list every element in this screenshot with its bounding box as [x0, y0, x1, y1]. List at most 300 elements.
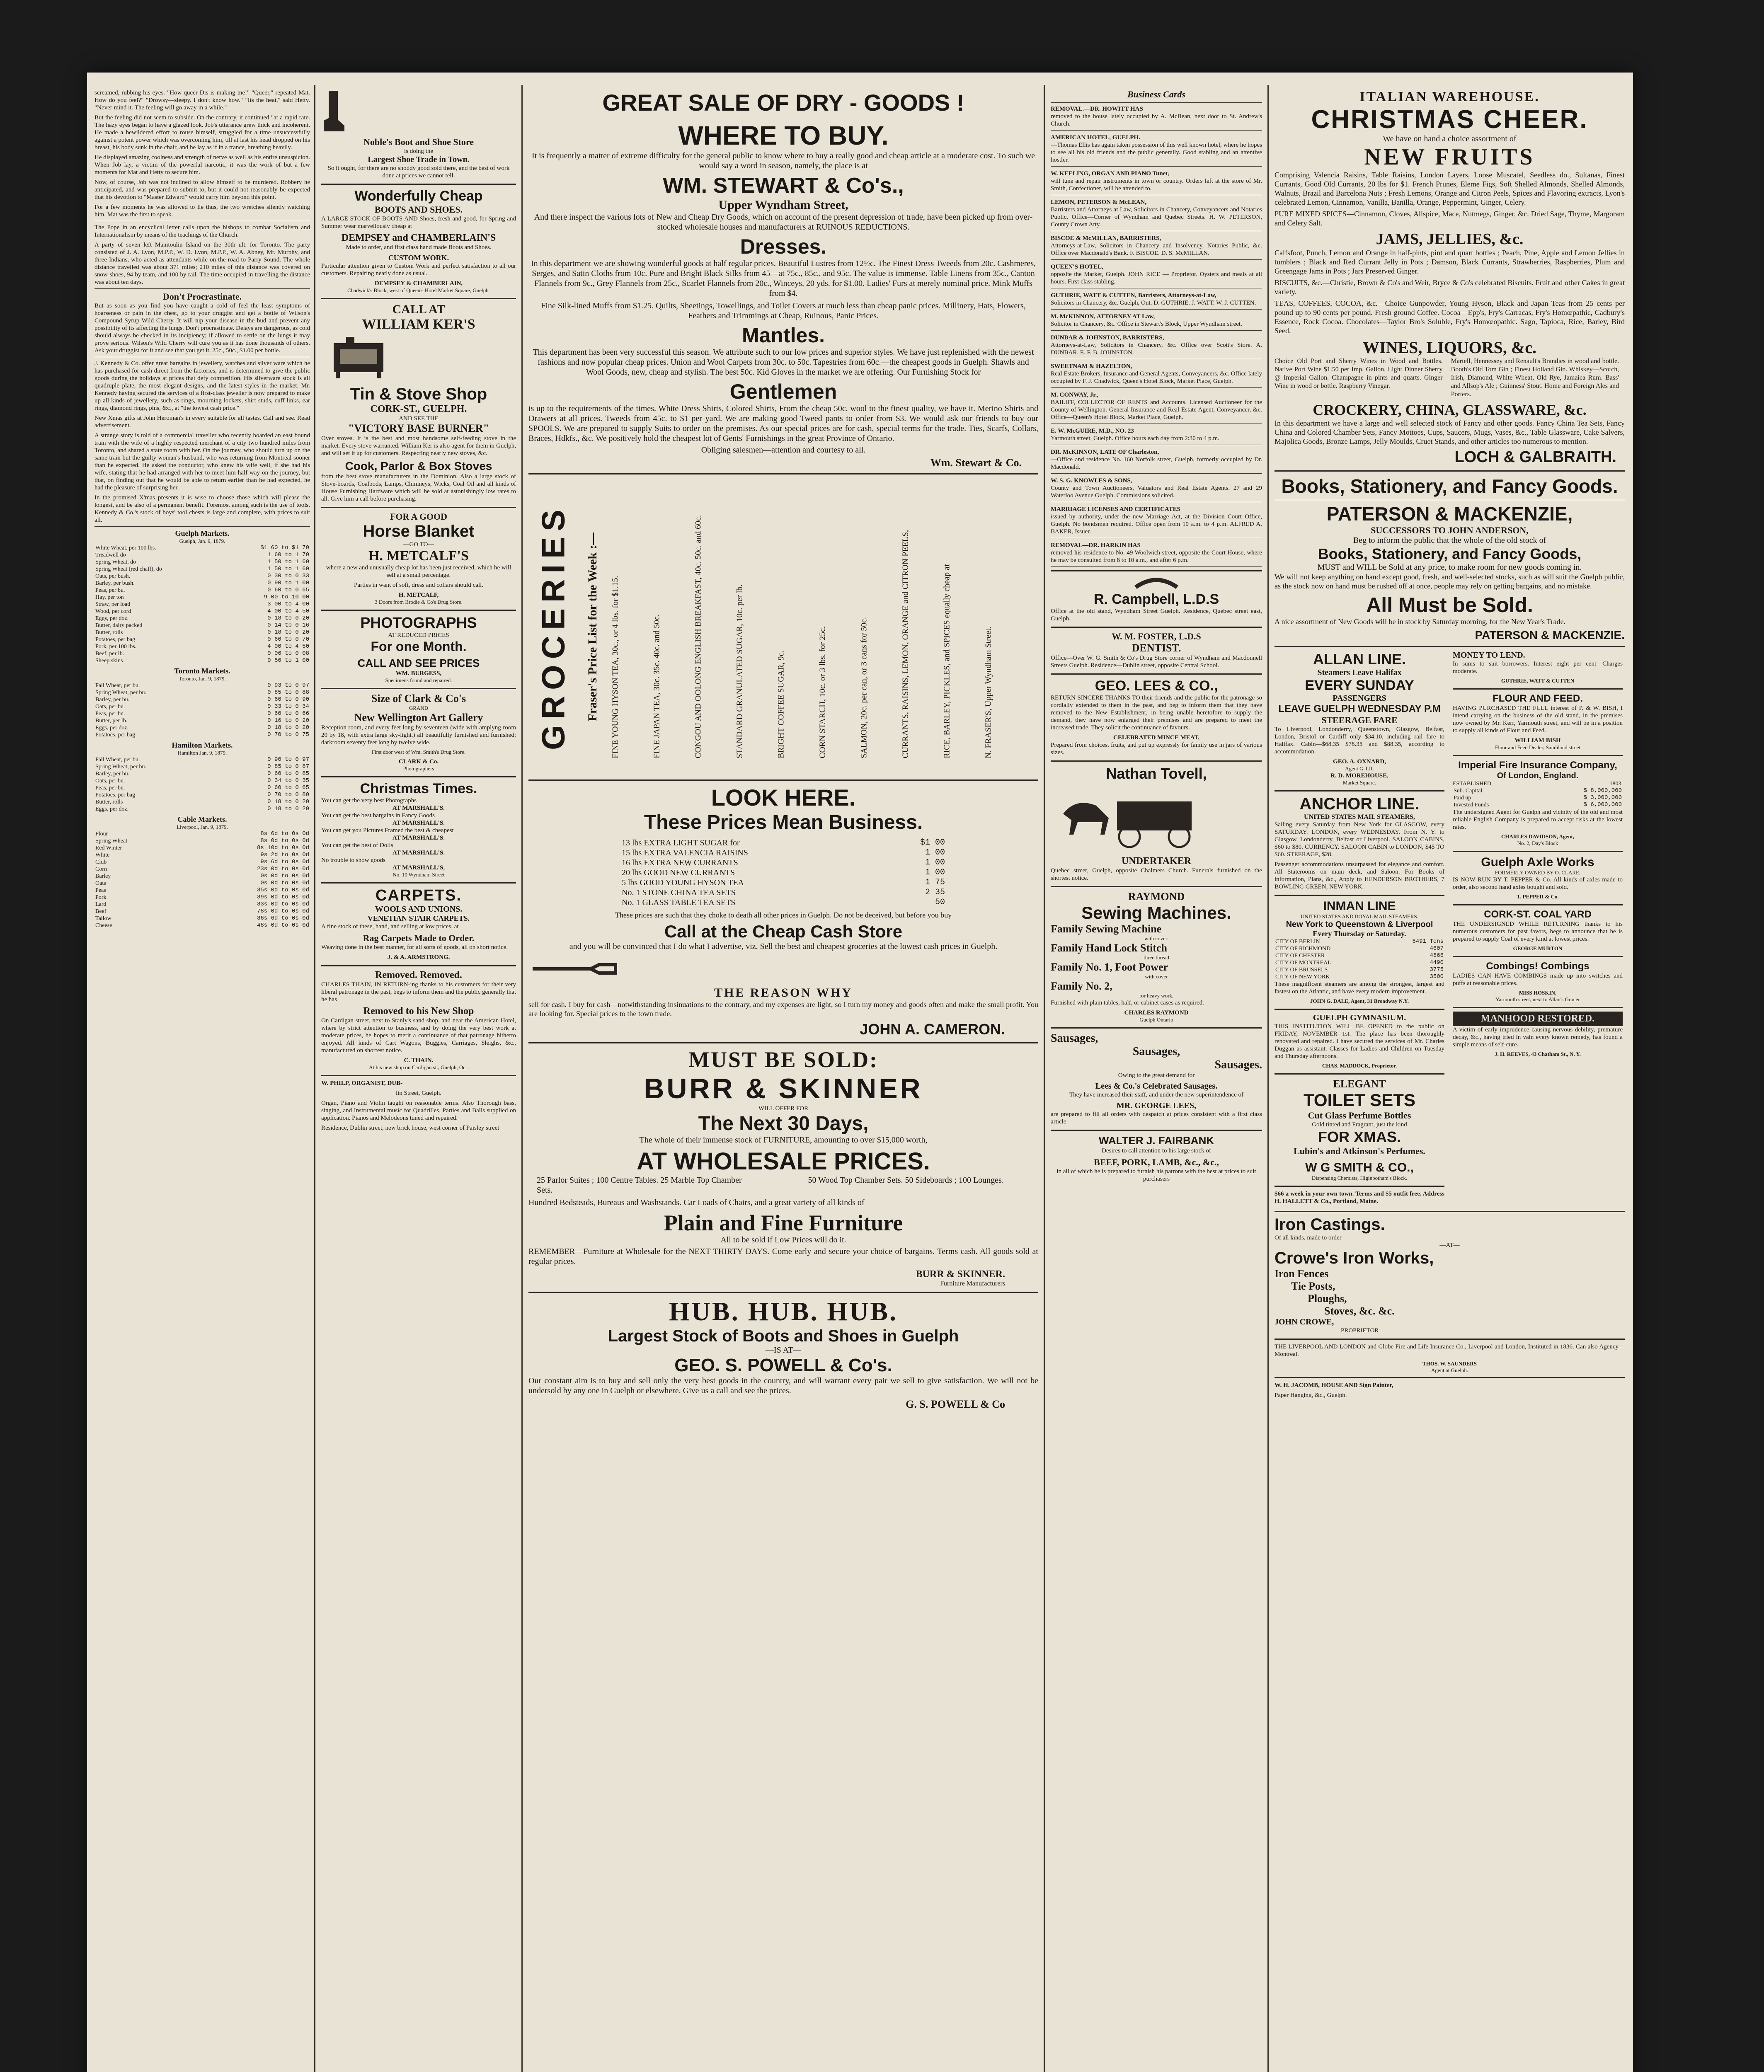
business-card: [1051, 198, 1262, 231]
market-row: [94, 806, 310, 813]
grocery-item-text: BRIGHT COFFEE SUGAR, 9c.: [776, 650, 786, 758]
business-card-heading: E. W. McGUIRE, M.D., NO. 23: [1051, 428, 1134, 434]
grocery-item-text: CORN STARCH, 10c. or 3 lbs. for 25c.: [818, 626, 827, 758]
market-row: [94, 552, 310, 559]
market-row-label: Flour: [95, 831, 108, 837]
dempsey-ad: Wonderfully Cheap BOOTS AND SHOES. A LARGE STOCK OF BOOTS AND Shoes, fresh and good, for Spring and Summer wear marvellously cheap at DEMPSEY and CHAMBERLAIN'S Made to order, and first class hand made Boots and Shoes. CUSTOM WORK. Particular attention given to Custom Work and perfect satisfaction to all our customers. Repairing neatly done as usual. DEMPSEY & CHAMBERLAIN, Chadwick's Block, west of Queen's Hotel Market Square, Guelph.: [321, 188, 516, 293]
capital-row: [1453, 794, 1623, 801]
card-divider: [1051, 309, 1262, 310]
price-item: No. 1 STONE CHINA TEA SETS: [622, 888, 736, 897]
market-row: [94, 852, 310, 859]
market-row: [94, 784, 310, 792]
market-row-label: Sheep skins: [95, 658, 123, 664]
market-row-label: Hay, per ton: [95, 594, 124, 600]
market-row-value: 0 90 to 0 97: [267, 756, 309, 763]
business-card: [1051, 363, 1262, 388]
cable-markets-heading: Cable Markets.: [177, 815, 227, 823]
market-row: [94, 922, 310, 929]
market-row-label: Pork: [95, 894, 107, 900]
market-row-value: 0 60 to 0 66: [267, 710, 309, 717]
market-row-label: White: [95, 852, 110, 858]
price-row: [622, 868, 945, 878]
ship-row-label: CITY OF CHESTER: [1275, 953, 1325, 959]
axle-works-ad: Guelph Axle Works FORMERLY OWNED BY O. CLARE, IS NOW RUN BY T. PEPPER & Co. All kinds of axles made to order, also second hand axles bought and sold. T. PEPPER & Co.: [1453, 855, 1623, 900]
market-row: [94, 650, 310, 657]
market-row-label: Barley, per bu.: [95, 771, 130, 777]
heroman-text: New Xmas gifts at John Heroman's in every suitable for all tastes. Call and see. Read advertisement.: [94, 415, 310, 429]
market-row-label: Oats, per bu.: [95, 704, 125, 710]
ship-row-label: CITY OF RICHMOND: [1275, 946, 1331, 952]
market-row-value: 78s 0d to 0s 0d: [257, 908, 309, 915]
business-card-text: Yarmouth street, Guelph. Office hours each day from 2:30 to 4 p.m.: [1051, 435, 1219, 442]
market-row-value: 0 60 to 0 90: [267, 696, 309, 703]
market-row-label: Tallow: [95, 915, 111, 922]
boot-icon: [321, 89, 346, 135]
price-row: [622, 858, 945, 868]
capital-row-label: Invested Funds: [1454, 802, 1489, 808]
business-card: [1051, 506, 1262, 538]
market-row-label: Fall Wheat, per bu.: [95, 757, 140, 763]
grocery-price-list: [607, 486, 1022, 768]
business-card-heading: LEMON, PETERSON & McLEAN,: [1051, 199, 1147, 206]
business-cards-list: [1051, 105, 1262, 567]
market-row: [94, 573, 310, 580]
price-item: 5 lbs GOOD YOUNG HYSON TEA: [622, 878, 744, 887]
money-lend-ad: MONEY TO LEND. In sums to suit borrowers. Interest eight per cent—Charges moderate. GUTHRIE, WATT & CUTTEN: [1453, 651, 1623, 684]
toronto-markets-heading: Toronto Markets.: [174, 667, 230, 675]
market-row-label: Lard: [95, 901, 107, 908]
market-row: [94, 643, 310, 650]
burgess-ad: PHOTOGRAPHS AT REDUCED PRICES For one Month. CALL AND SEE PRICES WM. BURGESS, Specimens found and repaired.: [357, 614, 480, 683]
market-row-value: 0 18 to 0 20: [267, 806, 309, 812]
business-card-text: —Thomas Ellis has again taken possession of this well known hotel, where he hopes to see all his old friends and the public generally. Good stabling and an attentive hostler.: [1051, 142, 1262, 163]
ship-row-label: CITY OF MONTREAL: [1275, 960, 1331, 966]
cable-markets-date: Liverpool, Jan. 9, 1879.: [177, 824, 228, 830]
market-row-value: 0 60 to 0 65: [267, 587, 309, 593]
crowe-ad: Iron Castings. Of all kinds, made to order —AT— Crowe's Iron Works, Iron Fences Tie Posts, Ploughs, Stoves, &c. &c. JOHN CROWE, PROPRIETOR: [1275, 1215, 1460, 1334]
guelph-markets-date: Guelph, Jan. 9, 1879.: [179, 538, 225, 544]
burr-skinner-ad: MUST BE SOLD: BURR & SKINNER WILL OFFER FOR The Next 30 Days, The whole of their immense stock of FURNITURE, amounting to over $15,000 worth, AT WHOLESALE PRICES. 25 Parlor Suites ; 100 Centre Tables. 25 Marble Top Chamber Sets. 50 Wood Top Chamber Sets. 50 Sideboards ; 100 Lounges. Hundred Bedsteads, Bureaus and Washstands. Car Loads of Chairs, and a great variety of all kinds of Plain and Fine Furniture All to be sold if Low Prices will do it. REMEMBER—Furniture at Wholesale for the NEXT THIRTY DAYS. Come early and secure your choice of bargains. Terms cash. All goods sold at regular prices. BURR & SKINNER. Furniture Manufacturers: [528, 1047, 1038, 1287]
market-row-label: Butter, per lb.: [95, 718, 128, 724]
business-card-text: Attorneys-at-Law, Solicitors in Chancery and Insolvency, Notaries Public, &c. Office over Macdonald's Bank. F. BISCOE. D. S. McMILLAN.: [1051, 242, 1262, 257]
kennedy-text: J. Kennedy & Co. offer great bargains in jewellery, watches and silver ware which he has purchased for cash direct from the factories, and is determined to give the public goods during the holidays at prices that defy competition. His silverware stock is all quadruple plate, the most elegant designs, and the latest styles in the market. Mr. Kennedy having secured the services of a first-class jeweller is now prepared to make up all kinds of jewellery, such as rings, mourning lockets, shirt studs, cuff links, ear rings, diamond rings, pins, &c., at "the lowest cash price.": [94, 360, 310, 411]
market-row-label: Potatoes, per bag: [95, 637, 136, 643]
bish-ad: FLOUR AND FEED. HAVING PURCHASED THE FULL interest of P. & W. BISH, I intend carrying on the business of the old stand, in the premises now owned by Mr. Kerr, Yarmouth street, and will be in a position to supply all kinds of Flour and Feed. WILLIAM BISH Flour and Feed Dealer, Sandiland street: [1453, 693, 1623, 750]
allan-line-ad: ALLAN LINE. Steamers Leave Halifax EVERY SUNDAY PASSENGERS LEAVE GUELPH WEDNESDAY P.M STEERAGE FARE To Liverpool, Londonderry, Queenstown, Glasgow, Belfast, London, Bristol or Cardiff only $34.10, including rail fare to Halifax. Cabin—$68.35 $78.35 and $88.35, according to accommodation. GEO. A. OXNARD, Agent G.T.R. R. D. MOREHOUSE, Market Square.: [1275, 651, 1444, 786]
business-card-heading: DR. McKINNON, LATE OF Charleston,: [1051, 449, 1159, 455]
grocery-item-text: CONGOU AND OOLONG ENGLISH BREAKFAST, 40c. 50c. and 60c.: [693, 515, 703, 758]
market-row-label: White Wheat, per 100 lbs.: [95, 545, 156, 551]
business-card-heading: M. CONWAY, Jr.,: [1051, 392, 1099, 398]
market-row-value: 0 34 to 0 35: [267, 777, 309, 784]
groceries-heading: GROCERIES: [535, 503, 572, 750]
hearse-carriage-icon: [1051, 785, 1216, 851]
ship-row-label: CITY OF BERLIN: [1275, 939, 1320, 945]
market-row-value: 0 70 to 0 75: [267, 731, 309, 738]
market-row: [94, 622, 310, 629]
cable-markets-table: [94, 830, 310, 929]
price-list: [622, 838, 945, 908]
market-row-label: Wood, per cord: [95, 608, 131, 615]
market-row: [94, 756, 310, 763]
ship-row: [1275, 945, 1444, 952]
market-row-label: Straw, per load: [95, 601, 131, 608]
business-card-heading: W. S. G. KNOWLES & SONS,: [1051, 477, 1132, 484]
ship-row-value: 4607: [1430, 945, 1444, 952]
market-row: [94, 880, 310, 887]
price-row: [622, 878, 945, 888]
market-row-value: 0 18 to 0 20: [267, 615, 309, 622]
market-row: [94, 859, 310, 866]
grocery-item: [856, 486, 872, 768]
market-row-value: 0 60 to 0 65: [267, 784, 309, 791]
market-row-value: 23s 0d to 0s 0d: [257, 866, 309, 872]
market-row-label: Potatoes, per bag: [95, 732, 136, 738]
market-row-value: 9s 6d to 0s 0d: [260, 859, 309, 865]
market-row: [94, 682, 310, 689]
business-card: [1051, 134, 1262, 167]
grocery-item-text: FINE JAPAN TEA, 30c. 35c. 40c. and 50c.: [652, 614, 662, 758]
business-card-text: removed his residence to No. 49 Woolwich street, opposite the Court House, where he may be consulted from 8 to 10 a.m., and after 6 p.m.: [1051, 549, 1262, 564]
price-item: No. 1 GLASS TABLE TEA SETS: [622, 898, 736, 907]
liverpool-insurance-ad: THE LIVERPOOL AND LONDON and Globe Fire and Life Insurance Co., Liverpool and London, Instituted in 1836. Can also Agency—Montreal.: [1275, 1343, 1625, 1358]
newspaper-page: [87, 73, 1633, 2072]
grocery-item: [649, 486, 665, 768]
market-row-label: Spring Wheat, do: [95, 559, 136, 565]
ship-row: [1275, 959, 1444, 966]
fraser-price-list-heading: Fraser's Price List for the Week :—: [586, 533, 599, 721]
campbell-ad: R. Campbell, L.D.S Office at the old stand, Wyndham Street Guelph. Residence, Quebec street east, Guelph.: [1051, 575, 1262, 622]
market-row-label: Eggs, per doz.: [95, 725, 129, 731]
market-row-label: Eggs, per doz.: [95, 615, 129, 622]
business-card: [1051, 334, 1262, 359]
market-row: [94, 866, 310, 873]
market-row-label: Potatoes, per bag: [95, 792, 136, 798]
hamilton-markets-heading: Hamilton Markets.: [172, 741, 233, 749]
market-row: [94, 873, 310, 880]
market-row-value: 0 06 to 0 08: [267, 650, 309, 657]
business-card-text: Attorneys-at-Law, Solicitors in Chancery, &c. Office over Scott's Store. A. DUNBAR. E. F. B. JOHNSTON.: [1051, 342, 1262, 356]
market-row: [94, 601, 310, 608]
lees-ad: GEO. LEES & CO., RETURN SINCERE THANKS TO their friends and the public for the patronage so cordially extended to them in the past, and beg to inform them that they have removed to the New Establishment, in being unable heretofore to supply the demand, they have now enlarged their premises and are prepared to meet the increased trade. They solicit the continuance of favours. CELEBRATED MINCE MEAT, Prepared from choicest fruits, and put up expressly for family use in jars of various sizes.: [1051, 678, 1262, 756]
capital-row: [1453, 801, 1623, 808]
price-value: 1 00: [925, 858, 945, 867]
capital-row-value: $ 6,000,000: [1583, 801, 1622, 808]
market-row-label: Pork, per 100 lbs.: [95, 644, 137, 650]
pointing-hand-icon: [528, 956, 620, 981]
stove-icon: [321, 335, 396, 380]
price-row: [622, 848, 945, 858]
market-row: [94, 724, 310, 731]
column-2: [321, 89, 516, 2072]
market-row-label: Butter, dairy packed: [95, 622, 143, 629]
market-row: [94, 689, 310, 696]
market-row-value: 0 50 to 1 00: [267, 657, 309, 664]
market-row-label: Peas, per bu.: [95, 785, 125, 791]
price-value: 1 00: [925, 848, 945, 857]
market-row-value: 1 50 to 1 60: [267, 559, 309, 565]
armstrong-ad: CARPETS. WOOLS AND UNIONS. VENETIAN STAIR CARPETS. A fine stock of these, hand, and selling at low prices, at Rag Carpets Made to Order. Weaving done in the best manner, for all sorts of goods, all on short notice. J. & A. ARMSTRONG.: [321, 887, 508, 961]
philp-ad: W. PHILP, ORGANIST, DUB- lin Street, Guelph. Organ, Piano and Violin taught on reasonable terms. Also Thorough bass, singing, and Instrumental music for Quadrilles, Parties and Balls supplied on application. Pianos and Melodeons tuned and repaired. Residence, Dublin street, new brick house, west corner of Paisley street: [321, 1080, 516, 1131]
card-divider: [1051, 473, 1262, 474]
market-row-label: Peas, per bu.: [95, 587, 125, 593]
story-paragraph: Now, of course, Job was not inclined to allow himself to be murdered. Robbery he anticipated, and was prepared to submit to, but it could not reasonably be expected that his devotion to "Master Edward" would carry him beyond this point.: [94, 179, 310, 201]
inman-ships-table: [1275, 938, 1444, 980]
guelph-markets-table: [94, 545, 310, 664]
traveller-text: A strange story is told of a commercial traveller who recently boarded an east bound train with the wife of a highly respected merchant of a city two hundred miles from Toronto, and shared a state room with her. On the journey, who should turn up on the same train but the guilty woman's husband, who was returning from Montreal sooner than he expected. He asked the conductor, who knew his wife well, if she had his wife, stating that he had arranged with her to meet him half way on the journey, but that, on finding out that he would be able to return earlier than he had expected, he had the pleasure of surprising her.: [94, 432, 310, 491]
market-row-value: 0 30 to 0 33: [267, 573, 309, 579]
market-row-value: 0s 0d to 0s 0d: [260, 880, 309, 886]
business-card-text: Solicitor in Chancery, &c. Office in Stewart's Block, Upper Wyndham street.: [1051, 321, 1242, 327]
market-row-label: Treadwell do: [95, 552, 126, 558]
market-row-label: Red Winter: [95, 845, 122, 851]
market-row: [94, 901, 310, 908]
ship-row: [1275, 938, 1444, 945]
hamilton-markets-table: [94, 756, 310, 813]
market-row-label: Corn: [95, 866, 107, 872]
market-row: [94, 587, 310, 594]
powell-ad: HUB. HUB. HUB. Largest Stock of Boots and Shoes in Guelph —IS AT— GEO. S. POWELL & Co's. Our constant aim is to buy and sell only the very best goods in the country, and will warrant every pair we sell to give satisfaction. We will not be undersold by any one in Guelph or elsewhere. Give us a call and see the prices. G. S. POWELL & Co: [528, 1297, 1038, 1410]
market-row-label: Eggs, per doz.: [95, 806, 129, 812]
news-paragraph: The Pope in an encyclical letter calls upon the bishops to combat Socialism and Internationalism by means of the teachings of the Church.: [94, 224, 310, 238]
market-row-value: 8s 10d to 0s 0d: [257, 845, 309, 851]
market-row-label: Barley, per bush.: [95, 580, 135, 586]
market-row: [94, 636, 310, 643]
column-3: [528, 89, 1038, 2072]
market-row-value: 0 33 to 0 34: [267, 703, 309, 710]
ker-ad: CALL AT WILLIAM KER'S Tin & Stove Shop CORK-ST., GUELPH. AND SEE THE "VICTORY BASE BURNER" Over stoves. It is the best and most handsome self-feeding stove in the market. Every stove warranted. William Ker is also agent for them in Guelph, and will set it up for customers. Respecting nearly new stoves, &c. Cook, Parlor & Box Stoves from the best stove manufacturers in the Dominion. Also a large stock of Stove-boards, Coalbods, Lamps, Chimneys, Wicks, Coal Oil and all kinds of House Furnishing Hardware which will be sold at astonishingly low rates to all. Give him a call before purchasing.: [321, 303, 516, 502]
market-row: [94, 915, 310, 922]
market-row-value: 39s 0d to 0s 0d: [257, 894, 309, 900]
raymond-ad: RAYMOND Sewing Machines. Family Sewing Machine with cover. Family Hand Lock Stitch three thread Family No. 1, Foot Power with cover Family No. 2, for heavy work, Furnished with plain tables, half, or cabinet cases as required. CHARLES RAYMOND Guelph Ontario: [1051, 891, 1231, 1023]
business-card-text: County and Town Auctioneers, Valuators and Real Estate Agents. 27 and 29 Waterloo Avenue Guelph. Commissions solicited.: [1051, 485, 1262, 499]
inman-line-ad: INMAN LINE UNITED STATES AND ROYAL MAIL STEAMERS. New York to Queenstown & Liverpool Every Thursday or Saturday. CITY OF BERLIN 5491 Tons CITY OF RICHMOND 4607 CITY OF CHESTER 4566 CITY OF MONTREAL 4490 CITY OF BRUSSELS 3775 CITY OF NEW YORK 3500 These magnificent steamers are among the strongest, largest and fastest on the Atlantic, and have every modern improvement. JOHN G. DALE, Agent, 31 Broadway N.Y.: [1275, 899, 1444, 1004]
story-paragraph: But the feeling did not seem to subside. On the contrary, it continued "at a rapid rate. The hazy eyes began to have a glazed look. Job's utterance grew thick and incoherent. He made a bewildered effort to rouse himself, struggled for a time unsuccessfully against a potent power which was overcoming him, till at last his head dropped on his breast, his body sunk in the chair, and he lay as if in a trance, breathing heavily.: [94, 114, 310, 151]
business-card: [1051, 313, 1262, 331]
ship-row: [1275, 973, 1444, 980]
business-card-heading: REMOVAL—DR. HARKIN HAS: [1051, 542, 1141, 549]
price-value: 1 00: [925, 868, 945, 877]
coal-yard-ad: CORK-ST. COAL YARD THE UNDERSIGNED WHILE RETURNING thanks to his numerous customers for past favors, begs to announce that he is prepared to supply Coal of every kind at lowest prices. GEORGE MURTON: [1453, 909, 1623, 951]
xmas-text: In the promised X'mas presents it is wise to choose those which will please the longest, and be also of a permanent benefit. Foremost among such is the use of tools. Kennedy & Co.'s stock of boys' tool chests is large and complete, with prices to suit all.: [94, 494, 310, 523]
business-card: [1051, 292, 1262, 310]
market-row-label: Oats, per bu.: [95, 778, 125, 784]
market-row-value: 0 60 to 0 70: [267, 636, 309, 643]
market-row-value: 0 18 to 0 20: [267, 724, 309, 731]
fraser-groceries-ad: [528, 478, 1038, 776]
market-row-value: 8s 0d to 0s 0d: [260, 838, 309, 844]
procrastinate-text: But as soon as you find you have caught a cold of feel the least symptoms of hoarseness or pain in the chest, go to your druggist and get a bottle of Wilson's Compound Syrup Wild Cherry. It will nip your disease in the bud and prevent any possibility of its affecting the lungs. Don't procrastinate. Delays are dangerous, as cold should always be checked in its incipiency; if allowed to settle on the lungs it may prove serious. Wilson's Wild Cherry will cure you as it has done thousands of others. Ask your druggist for it and see that you get it. 25c., 50c., $1.00 per bottle.: [94, 303, 310, 354]
business-card-heading: AMERICAN HOTEL, GUELPH.: [1051, 134, 1140, 141]
story-paragraph: He displayed amazing coolness and strength of nerve as well as his entire unsuspicion. When Job lay, a victim of the powerful narcotic, it was the work of but a few moments for Mat and Hetty to secure him.: [94, 154, 310, 176]
capital-row-label: Paid up: [1454, 795, 1471, 801]
grocery-item: [814, 486, 831, 768]
business-card: [1051, 170, 1262, 195]
grocery-item-text: N. FRASER'S, Upper Wyndham Street.: [984, 626, 993, 758]
business-card-heading: GUTHRIE, WATT & CUTTEN, Barristers, Attorneys-at-Law,: [1051, 292, 1216, 299]
ship-row: [1275, 952, 1444, 959]
business-card: [1051, 235, 1262, 260]
market-row: [94, 559, 310, 566]
market-row-label: Beef, per lb.: [95, 651, 124, 657]
price-item: 15 lbs EXTRA VALENCIA RAISINS: [622, 848, 748, 857]
business-card: [1051, 542, 1262, 567]
ship-row-value: 3775: [1430, 966, 1444, 973]
market-row-value: 48s 0d to 0s 0d: [257, 922, 309, 929]
market-row: [94, 594, 310, 601]
market-row-value: 33s 0d to 0s 0d: [257, 901, 309, 908]
business-card-heading: BISCOE & McMILLAN, BARRISTERS,: [1051, 235, 1161, 242]
grocery-item-text: STANDARD GRANULATED SUGAR, 10c. per lb.: [735, 584, 744, 758]
market-row-value: 0 85 to 0 87: [267, 763, 309, 770]
business-card-heading: DUNBAR & JOHNSTON, BARRISTERS,: [1051, 334, 1164, 341]
ship-row-value: 4490: [1430, 959, 1444, 966]
marshall-ad: Christmas Times. You can get the very best Photographs AT MARSHALL'S. You can get the best bargains in Fancy Goods AT MARSHALL'S. You can get you Pictures Framed the best & cheapest AT MARSHALL'S. You can get the best of Dolls AT MARSHALL'S. No trouble to show goods AT MARSHALL'S, No. 10 Wyndham Street: [321, 781, 477, 878]
market-row: [94, 887, 310, 894]
column-5: ITALIAN WAREHOUSE. CHRISTMAS CHEER. We have on hand a choice assortment of NEW FRUITS Comprising Valencia Raisins, Table Raisins, London Layers, Loose Muscatel, Seedless do., Sultanas, Finest Currants, Good Old Currants, 20 lbs for $1. French Prunes, Eleme Figs, Soft Shelled Almonds, Shelled Almonds, Walnuts, Brazil and Barcelona Nuts ; Fresh Lemons, Orange and Citron Peels, Spices and Flavoring extracts, Lyon's celebrated Lemon, Cinnamon, Vanilla, Banilla, Orange, Peppermint, Ginger, Celery. PURE MIXED SPICES—Cinnamon, Cloves, Allspice, Mace, Nutmegs, Ginger, &c. Dried Sage, Thyme, Margoram and Celery Salt. JAMS, JELLIES, &c. Calfsfoot, Punch, Lemon and Orange in half-pints, pint and quart bottles ; Peach, Pine, Apple and Lemon Jellies in tumblers ; Black and Red Currant Jelly in Pots ; Damson, Black Currants, Strawberries, Raspberries, Plum and Greengage Jams in Pots ; Jars Preserved Ginger. BISCUITS, &c.—Christie, Brown & Co's and Weir, Bryce & Co's celebrated Biscuits. Fruit and other Cakes in great variety. TEAS, COFFEES, COCOA, &c.—Choice Gunpowder, Young Hyson, Black and Japan Teas from 25 cents per pound up to 90 cents per pound. Fresh ground Coffee. Cocoa—Epp's, Fry's Carracas, Fry's Homœpathic, Cadbury's Essence, Rock Cocoa. Chocolates—Taylor Bro's Soluble, Fry's Homœopathic. Sago, Tapioca, Rice, Barley, Bird Seed. WINES, LIQUORS, &c. Choice Old Port and Sherry Wines in Wood and Bottles. Native Port Wine $1.50 per Imp. Gallon. Light Dinner Sherry @ Imperial Gallon. Champagne in pints and quarts. Ginger Wine in wood or bottle. Raspberry Vinegar. Martell, Hennessey and Renault's Brandies in wood and bottle. Booth's Old Tom Gin ; Finest Holland Gin. Whiskey—Scotch, Irish, Diamond, White Wheat, Old Rye, Jamaica Rum. Bass' and Allsop's Ale ; Guinness' Stout. Home and Foreign Ales and Porters. CROCKERY, CHINA, GLASSWARE, &c. In this department we have a large and well selected stock of Fancy and other goods. Fancy China Tea Sets, Fancy China and Colored Chamber Sets, Fancy Mottoes, Cups, Saucers, Mugs, Vases, &c., Table Glassware, Cake Salvers, Majolica Goods, Bronze Lamps, Jelly Moulds, Cruet Stands, and other articles too numerous to mention. LOCH & GALBRAITH. Books, Stationery, and Fancy Goods. PATERSON & MACKENZIE, SUCCESSORS TO JOHN ANDERSON, Beg to inform the public that the whole of the old stock of Books, Stationery, and Fancy Goods, MUST and WILL be Sold at any price, to make room for new goods coming in. We will not keep anything on hand except good, fresh, and well-selected stocks, such as will suit the Guelph public, as the stock now on hand must be rushed off at once, people may rely on getting bargains, and no mistake. All Must be Sold. A nice assortment of New Goods will be in stock by Saturday morning, for the New Year's Trade. PATERSON & MACKENZIE. ALLAN LINE. Steamers Leave Halifax EVERY SUNDAY PASSENGERS LEAVE GUELPH WEDNESDAY P.M STEERAGE FARE To Liverpool, Londonderry, Queenstown, Glasgow, Belfast, London, Bristol or Cardiff only $34.10, including rail fare to Halifax. Cabin—$68.35 $78.35 and $88.35, according to accommodation. GEO. A. OXNARD, Agent G.T.R. R. D. MOREHOUSE, Market Square. ANCHOR LINE. UNITED STATES MAIL STEAMERS, Sailing every Saturday from New York for GLASGOW, every SATURDAY. LONDON, every WEDNESDAY. From N. Y. to Glasgow, Londonderry, Belfast or Liverpool. SALOON CABINS, $60 to $80. CURRENCY. SALOON CABIN to LONDON, $45 TO $60. STEERAGE, $28. Passenger accommodations unsurpassed for elegance and comfort. All Staterooms on main deck, and Saloon. For Books of information, Plans, &c., Apply to HENDERSON BROTHERS, 7 BOWLING GREEN, NEW YORK. INMAN LINE UNITED STATES AND ROYAL MAIL STEAMERS. New York to Queenstown & Liverpool Every Thursday or Saturday. CITY OF BERLIN 5491 Tons CITY OF RICHMOND 4607 CITY OF CHESTER 4566 CITY OF MONTREAL 4490 CITY OF BRUSSELS 3775 CITY OF NEW YORK 3500 These magnificent steamers are among the strongest, largest and fastest on the Atlantic, and have every modern improvement. JOHN G. DALE, Agent, 31 Broadway N.Y. GUELPH GYMNASIUM. THIS INSTITUTION WILL BE OPENED to the public on FRIDAY, NOVEMBER 1st. The place has been thoroughly renovated and repaired. I have secured the services of Mr. Charles Duggan as assistant. Classes for Ladies and Children on Tuesday and Thursday afternoons. CHAS. MADDOCK, Proprietor. ELEGANT TOILET SETS Cut Glass Perfume Bottles Gold tinted and Fragrant, just the kind FOR XMAS. Lubin's and Atkinson's Perfumes. W G SMITH & CO., Dispensing Chemists, Higinbotham's Block. $66 a week in your own town. Terms and $5 outfit free. Address H. HALLETT & Co., Portland, Maine. MONEY TO LEND. In sums to suit borrowers. Interest eight per cent—Charges moderate. GUTHRIE, WATT & CUTTEN FLOUR AND FEED. HAVING PURCHASED THE FULL interest of P. & W. BISH, I intend carrying on the business of the old stand, in the premises now owned by Mr. Kerr, Yarmouth street, and will be in a position to supply all kinds of Flour and Feed. WILLIAM BISH Flour and Feed Dealer, Sandiland street Imperial Fire Insurance Company, Of London, England. ESTABLISHED 1803. Sub. Capital $ 8,000,000 Paid up $ 3,000,000 Invested Funds $ 6,000,000 The undersigned Agent for Guelph and vicinity of the old and most reliable English Company is prepared to accept risks at the lowest rates. CHARLES DAVIDSON, Agent, No. 2, Day's Block Guelph Axle Works FORMERLY OWNED BY O. CLARE, IS NOW RUN BY T. PEPPER & Co. All kinds of axles made to order, also second hand axles bought and sold. T. PEPPER & Co. CORK-ST. COAL YARD THE UNDERSIGNED WHILE RETURNING thanks to his numerous customers for past favors, begs to announce that he is prepared to supply Coal of every kind at lowest prices. GEORGE MURTON Combings! Combings LADIES CAN HAVE COMBINGS made up into switches and puffs at reasonable prices. MISS HOSKIN, Yarmouth street, next to Allan's Grocer MANHOOD RESTORED. A victim of early imprudence causing nervous debility, premature decay, &c., having tried in vain every known remedy, has found a simple means of self-cure. J. H. REEVES, 43 Chatham St., N. Y. Iron Castings. Of all kinds, made to order —AT— Crowe's Iron Works, Iron Fences Tie Posts, Ploughs, Stoves, &c. &c. JOHN CROWE, PROPRIETOR THE LIVERPOOL AND LONDON and Globe Fire and Life Insurance Co., Liverpool and London, Instituted in 1836. Can also Agency—Montreal. THOS. W. SAUNDERS Agent at Guelph. W. H. JACOMB, HOUSE AND Sign Painter, Paper Hanging, &c., Guelph.: [1275, 89, 1625, 1399]
market-row: [94, 566, 310, 573]
market-row-label: Barley: [95, 873, 111, 879]
business-card-heading: W. KEELING, ORGAN AND PIANO Tuner,: [1051, 170, 1170, 177]
market-row: [94, 608, 310, 615]
business-card-heading: M. McKINNON, ATTORNEY AT Law,: [1051, 313, 1155, 320]
market-row-label: Peas: [95, 887, 106, 893]
price-value: $1 00: [920, 838, 945, 847]
metcalf-ad: FOR A GOOD Horse Blanket —GO TO— H. METCALF'S where a new and unusually cheap lot has been just received, which he will sell at a small percentage. Parties in want of soft, dress and collars should call. H. METCALF, 3 Doors from Brodie & Co's Drug Store.: [326, 511, 511, 605]
market-row: [94, 696, 310, 703]
business-card-text: BAILIFF, COLLECTOR OF RENTS and Accounts. Licensed Auctioneer for the County of Wellington. General Insurance and Real Estate Agent, Conveyancer, &c. Office—Queen's Hotel Block, Market Place, Guelph.: [1051, 399, 1262, 421]
market-row: [94, 838, 310, 845]
imperial-ad: Imperial Fire Insurance Company, Of London, England. ESTABLISHED 1803. Sub. Capital $ 8,000,000 Paid up $ 3,000,000 Invested Funds $ 6,000,000 The undersigned Agent for Guelph and vicinity of the old and most reliable English Company is prepared to accept risks at the lowest rates. CHARLES DAVIDSON, Agent, No. 2, Day's Block: [1453, 760, 1623, 846]
market-row: [94, 629, 310, 636]
ship-row-label: CITY OF NEW YORK: [1275, 974, 1330, 980]
ship-row-value: 4566: [1430, 952, 1444, 959]
market-row-value: 36s 6d to 0s 0d: [257, 915, 309, 922]
market-row-label: Spring Wheat, per bu.: [95, 690, 146, 696]
market-row-label: Spring Wheat (red chaff), do: [95, 566, 162, 572]
market-row-value: 35s 0d to 0s 0d: [257, 887, 309, 893]
news-paragraph: A party of seven left Manitoulin Island on the 30th ult. for Toronto. The party consisted of J. A. Lyon, M.P.P., W. D. Lyon, M.P.P., W. A. Abney, Mr. Murphy, and three Indians, who acted as attendants while on the road to Parry Sound. The whole distance travelled was about 371 miles; 210 miles of this distance was covered on snow-shoes, 94 by team, and 100 by rail. The time occupied in travelling the distance was about ten days.: [94, 242, 310, 286]
market-row-value: 3 00 to 4 00: [267, 601, 309, 608]
toronto-markets-date: Toronto, Jan. 9, 1879.: [179, 675, 226, 682]
grocery-item-text: RICE, BARLEY, PICKLES, and SPICES equally cheap at: [942, 564, 952, 758]
market-row-label: Spring Wheat: [95, 838, 128, 844]
market-row-label: Spring Wheat, per bu.: [95, 764, 146, 770]
card-divider: [1051, 166, 1262, 167]
market-row-label: Club: [95, 859, 107, 865]
price-value: 50: [935, 898, 945, 907]
grocery-item: [690, 486, 707, 768]
ship-row: [1275, 966, 1444, 973]
sausages-ad: Sausages, Sausages, Sausages. Owing to the great demand for Lees & Co.'s Celebrated Sausages. They have increased their staff, and under the new superintendence of MR. GEORGE LEES, are prepared to fill all orders with despatch at prices consistent with a first class article.: [1051, 1032, 1262, 1125]
market-row: [94, 830, 310, 838]
business-card-text: —Office and residence No. 160 Norfolk street, Guelph, formerly occupied by Dr. Macdonald.: [1051, 456, 1262, 470]
market-row-value: 9 00 to 10 00: [264, 594, 309, 600]
grocery-item: [607, 486, 624, 768]
price-row: [622, 838, 945, 848]
guelph-markets-heading: Guelph Markets.: [175, 529, 230, 537]
business-card-heading: SWEETNAM & HAZELTON,: [1051, 363, 1132, 370]
card-divider: [1051, 259, 1262, 260]
dentures-icon: [1132, 575, 1181, 591]
market-row-value: 0 90 to 1 00: [267, 580, 309, 586]
column-1: [94, 89, 310, 2072]
price-item: 13 lbs EXTRA LIGHT SUGAR for: [622, 838, 740, 847]
price-item: 20 lbs GOOD NEW CURRANTS: [622, 868, 735, 877]
ship-row-value: 3500: [1430, 973, 1444, 980]
smith-chemists-ad: ELEGANT TOILET SETS Cut Glass Perfume Bottles Gold tinted and Fragrant, just the kind FOR XMAS. Lubin's and Atkinson's Perfumes. W G SMITH & CO., Dispensing Chemists, Higinbotham's Block.: [1294, 1078, 1425, 1181]
price-item: 16 lbs EXTRA NEW CURRANTS: [622, 858, 738, 867]
market-row: [94, 717, 310, 724]
business-cards-heading: Business Cards: [1127, 89, 1185, 99]
capital-row: [1453, 787, 1623, 794]
card-divider: [1051, 387, 1262, 388]
business-card: [1051, 427, 1262, 445]
business-card: [1051, 105, 1262, 131]
column-rule: [521, 85, 523, 2072]
hamilton-markets-date: Hamilton Jan. 9, 1879.: [177, 750, 227, 756]
market-row: [94, 710, 310, 717]
column-rule: [1267, 85, 1269, 2072]
price-value: 1 75: [925, 878, 945, 887]
column-rule: [314, 85, 315, 2072]
ship-row-value: 5491 Tons: [1412, 938, 1444, 945]
business-card-text: Barristers and Attorneys at Law, Solicitors in Chancery, Conveyancers and Notaries Public. Office—Corner of Wyndham and Quebec Streets. H. W. PETERSON, County Crown Atty.: [1051, 206, 1262, 228]
market-row: [94, 580, 310, 587]
story-paragraph: For a few moments he was allowed to lie thus, the two wretches silently watching him. Mat was the first to speak.: [94, 204, 310, 218]
foster-ad: W. M. FOSTER, L.D.S DENTIST. Office—Over W. G. Smith & Co's Drug Store corner of Wyndham and Macdonnell Streets Guelph. Residence—Dublin street, opposite Central School.: [1051, 631, 1262, 669]
tovell-ad: Nathan Tovell, UNDERTAKER Quebec street, Guelph, opposite Chalmers Church. Funerals furnished on the shortest notice.: [1051, 765, 1262, 881]
grocery-item: [897, 486, 914, 768]
business-card: [1051, 263, 1262, 288]
capital-table: [1453, 787, 1623, 808]
market-row-label: Barley, per bu.: [95, 697, 130, 703]
business-card-heading: MARRIAGE LICENSES AND CERTIFICATES: [1051, 506, 1181, 513]
price-row: [622, 888, 945, 898]
market-row-label: Fall Wheat, per bu.: [95, 683, 140, 689]
combings-ad: Combings! Combings LADIES CAN HAVE COMBINGS made up into switches and puffs at reasonable prices. MISS HOSKIN, Yarmouth street, next to Allan's Grocer: [1453, 961, 1623, 1002]
column-5-left: [1275, 651, 1444, 1208]
capital-row-value: $ 8,000,000: [1583, 787, 1622, 794]
market-row: [94, 908, 310, 915]
paterson-ad: Books, Stationery, and Fancy Goods. PATERSON & MACKENZIE, SUCCESSORS TO JOHN ANDERSON, Beg to inform the public that the whole of the old stock of Books, Stationery, and Fancy Goods, MUST and WILL be Sold at any price, to make room for new goods coming in. We will not keep anything on hand except good, fresh, and well-selected stocks, such as will suit the Guelph public, as the stock now on hand must be rushed off at once, people may rely on getting bargains, and no mistake. All Must be Sold. A nice assortment of New Goods will be in stock by Saturday morning, for the New Year's Trade. PATERSON & MACKENZIE.: [1275, 475, 1625, 641]
business-card-text: issued by authority, under the new Marriage Act, at the Division Court Office, Guelph. No bondsmen required. Office open from 10 a.m. to 4 p.m. ALFRED A. BAKER, Issuer.: [1051, 513, 1262, 535]
grocery-item-text: SALMON, 20c. per can, or 3 cans for 50c.: [859, 617, 869, 758]
fairbank-ad: WALTER J. FAIRBANK Desires to call attention to his large stock of BEEF, PORK, LAMB, &c., &c., in all of which he is prepared to furnish his patrons with the best at prices to suit purchasers: [1056, 1134, 1256, 1182]
grocery-item: [732, 486, 748, 768]
market-row: [94, 703, 310, 710]
market-row: [94, 763, 310, 770]
market-row-value: 0 14 to 0 16: [267, 622, 309, 629]
business-card-text: Real Estate Brokers, Insurance and General Agents, Conveyancers, &c. Office lately occupied by F. J. Chadwick, Queen's Hotel Block, Market Place, Guelph.: [1051, 370, 1262, 385]
business-card: [1051, 448, 1262, 474]
grocery-item: [980, 486, 997, 768]
market-row-value: 0 16 to 0 20: [267, 717, 309, 724]
capital-row-label: Sub. Capital: [1454, 788, 1483, 794]
business-card-text: will tune and repair instruments in town or country. Orders left at the store of Mr. Smith, Confectioner, will be attended to.: [1051, 178, 1262, 192]
market-row: [94, 615, 310, 622]
market-row: [94, 792, 310, 799]
market-row: [94, 770, 310, 777]
loch-galbraith-ad: ITALIAN WAREHOUSE. CHRISTMAS CHEER. We have on hand a choice assortment of NEW FRUITS Comprising Valencia Raisins, Table Raisins, London Layers, Loose Muscatel, Seedless do., Sultanas, Finest Currants, Good Old Currants, 20 lbs for $1. French Prunes, Eleme Figs, Soft Shelled Almonds, Shelled Almonds, Walnuts, Brazil and Barcelona Nuts ; Fresh Lemons, Orange and Citron Peels, Spices and Flavoring extracts, Lyon's celebrated Lemon, Cinnamon, Vanilla, Banilla, Orange, Peppermint, Ginger, Celery. PURE MIXED SPICES—Cinnamon, Cloves, Allspice, Mace, Nutmegs, Ginger, &c. Dried Sage, Thyme, Margoram and Celery Salt. JAMS, JELLIES, &c. Calfsfoot, Punch, Lemon and Orange in half-pints, pint and quart bottles ; Peach, Pine, Apple and Lemon Jellies in tumblers ; Black and Red Currant Jelly in Pots ; Damson, Black Currants, Strawberries, Raspberries, Plum and Greengage Jams in Pots ; Jars Preserved Ginger. BISCUITS, &c.—Christie, Brown & Co's and Weir, Bryce & Co's celebrated Biscuits. Fruit and other Cakes in great variety. TEAS, COFFEES, COCOA, &c.—Choice Gunpowder, Young Hyson, Black and Japan Teas from 25 cents per pound up to 90 cents per pound. Fresh ground Coffee. Cocoa—Epp's, Fry's Carracas, Fry's Homœpathic, Cadbury's Essence, Rock Cocoa. Chocolates—Taylor Bro's Soluble, Fry's Homœopathic. Sago, Tapioca, Rice, Barley, Bird Seed. WINES, LIQUORS, &c. Choice Old Port and Sherry Wines in Wood and Bottles. Native Port Wine $1.50 per Imp. Gallon. Light Dinner Sherry @ Imperial Gallon. Champagne in pints and quarts. Ginger Wine in wood or bottle. Raspberry Vinegar. Martell, Hennessey and Renault's Brandies in wood and bottle. Booth's Old Tom Gin ; Finest Holland Gin. Whiskey—Scotch, Irish, Diamond, White Wheat, Old Rye, Jamaica Rum. Bass' and Allsop's Ale ; Guinness' Stout. Home and Foreign Ales and Porters. CROCKERY, CHINA, GLASSWARE, &c. In this department we have a large and well selected stock of Fancy and other goods. Fancy China Tea Sets, Fancy China and Colored Chamber Sets, Fancy Mottoes, Cups, Saucers, Mugs, Vases, &c., Table Glassware, Cake Salvers, Majolica Goods, Bronze Lamps, Jelly Moulds, Cruet Stands, and other articles too numerous to mention. LOCH & GALBRAITH.: [1275, 89, 1625, 466]
stewart-ad: GREAT SALE OF DRY - GOODS ! WHERE TO BUY. It is frequently a matter of extreme difficulty for the general public to know where to buy a really good and cheap article at a moderate cost. To such we would say a word in season, namely, the place is at WM. STEWART & Co's., Upper Wyndham Street, And there inspect the various lots of New and Cheap Dry Goods, which on account of the present depression of trade, have been picked up from over-stocked wholesale houses and manufacturers at RUINOUS REDUCTIONS. Dresses. In this department we are showing wonderful goods at half regular prices. Beautiful Lustres from 12½c. The Finest Dress Tweeds from 20c. Cashmeres, Serges, and Satin Cloths from 10c. Pure and Bright Black Silks from 45—at 75c., 85c., and 95c. The value is immense. Table Linens from 35c., Canton Flannels from 9c., Grey Flannels from 25c., Scarlet Flannels from 20c., Winceys, 20 yds. for $1.00. Ladies' Furs at merely nominal price. Mink Muffs from $4. Fine Silk-lined Muffs from $1.25. Quilts, Sheetings, Towellings, and Toilet Covers at much less than cheap panic prices. Millinery, Hats, Flowers, Feathers and Trimmings at Cheap, Ruinous, Panic Prices. Mantles. This department has been very successful this season. We attribute such to our low prices and superior styles. We have just replenished with the newest fashions and now popular cheap prices. Union and Wool Carpets from 30c. to 50c. Tapestries from 60c.—the cheapest goods in Guelph. Shawls and Wool Goods, new, cheap and stylish. The best 50c. Kid Gloves in the market we are offering. Our Furnishing Stock for Gentlemen is up to the requirements of the times. White Dress Shirts, Colored Shirts, From the cheap 50c. wool to the finest quality, we have it. Merino Shirts and Drawers at all prices. Tweeds from 45c. to $1 per yard. We are making good Tweed pants to order from $3. We would ask our friends to buy our SPOOLS. We are prepared to supply Suits to order on the premises. As our special prices are for cash, special terms for the trade. Ties, Scarfs, Collars, Braces, Hdkfs., &c. We positively hold the cheapest lot of Gents' Furnishings in the great Province of Ontario. Obliging salesmen—attention and courtesy to all. Wm. Stewart & Co.: [528, 90, 1038, 469]
market-row-value: $1 60 to $1 70: [260, 545, 309, 551]
column-4: [1051, 89, 1262, 2072]
price-value: 2 35: [925, 888, 945, 897]
grocery-item-text: FINE YOUNG HYSON TEA, 30c., or 4 lbs. for $1.15.: [611, 576, 620, 758]
business-card-text: opposite the Market, Guelph. JOHN RICE — Proprietor. Oysters and meals at all hours. First class stabling.: [1051, 271, 1262, 285]
market-row: [94, 731, 310, 738]
